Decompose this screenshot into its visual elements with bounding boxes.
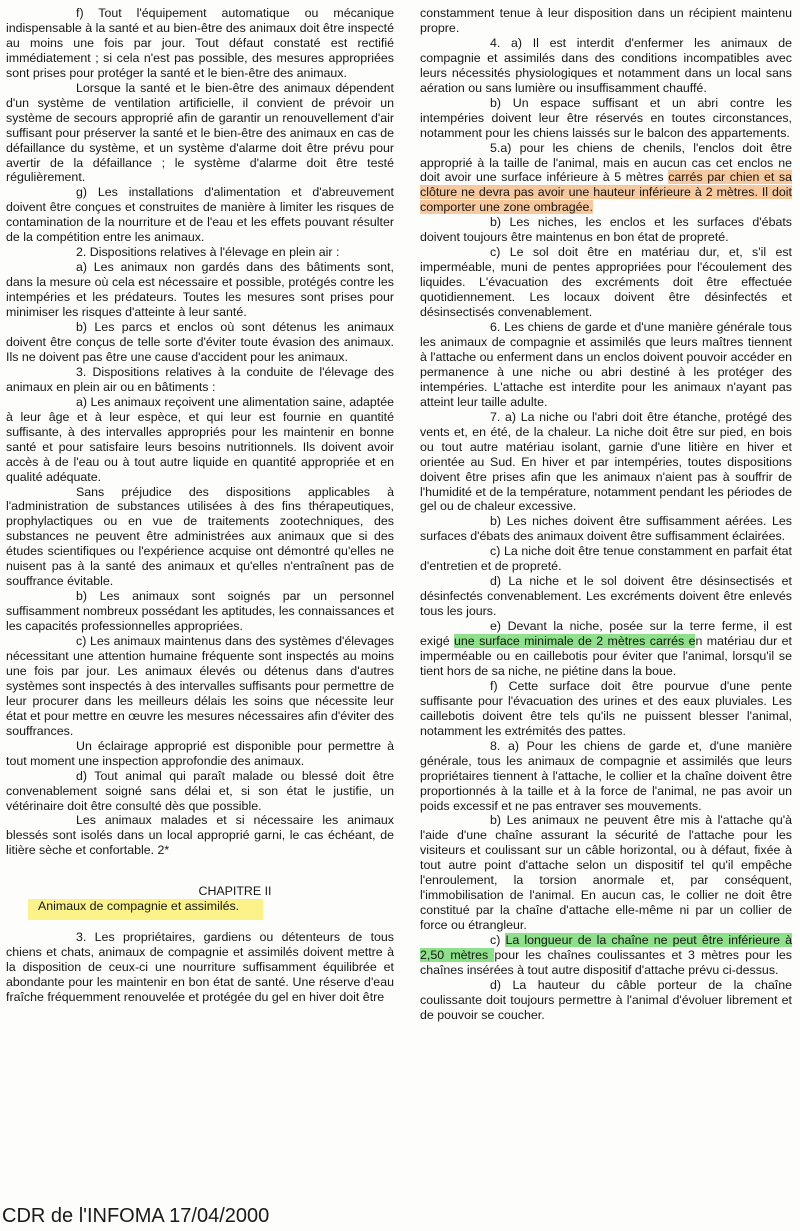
- text: n matériau dur et imperméable ou en caillebotis pour éviter que l'animal, lorsqu'il se tient hors de sa niche, ne piétine dans la boue.: [420, 634, 792, 678]
- paragraph: a) Les animaux reçoivent une alimentation saine, adaptée à leur âge et à leur espèce, et qui leur est fournie en quantité suffisante, à des intervalles appropriés pour les maintenir en bonne santé et pour satisfaire leurs besoins nutritionnels. Ils doivent avoir accès à de l'eau ou à tout autre liquide en quantité appropriée et en qualité adéquate.: [6, 394, 394, 484]
- left-column: [6, 6, 394, 1005]
- text: c): [490, 933, 506, 948]
- paragraph: a) Les animaux non gardés dans des bâtiments sont, dans la mesure où cela est nécessaire et possible, protégés contre les intempéries et les prédateurs. Toutes les mesures sont prises pour minimiser les risques d'atteinte à leur santé.: [6, 260, 394, 320]
- paragraph: Sans préjudice des dispositions applicables à l'administration de substances utilisées à des fins thérapeutiques, prophylactiques ou en vue de traitements zootechniques, des substances ne peuvent être administrées aux animaux que si des études scientifiques ou l'expérience acquise ont démontré qu'elles ne nuisent pas à la santé des animaux et qu'elles n'entraînent pas de souffrance évitable.: [6, 484, 394, 589]
- text: e) Devant la niche, posée sur la terre ferme, il est exigé: [420, 619, 792, 649]
- paragraph: c) Les animaux maintenus dans des systèmes d'élevages nécessitant une attention humaine fréquente sont inspectés au moins une fois par jour. Les animaux élevés ou détenus dans d'autres systèmes sont inspectés à des intervalles suffisants pour permettre de leur procurer dans les meilleurs délais les soins que nécessite leur état et pour mettre en œuvre les mesures nécessaires afin d'éviter des souffrances.: [6, 634, 394, 738]
- highlighted-text: carrés par chien et sa clôture ne devra pas avoir une hauteur inférieure à 2 mètres. Il doit comporter une zone ombragée.: [420, 170, 792, 215]
- highlighted-text: La longueur de la chaîne ne peut être inférieure à 2,50 mètres: [420, 933, 792, 963]
- paragraph: 6. Les chiens de garde et d'une manière générale tous les animaux de compagnie et assimilés que leurs maîtres tiennent à l'attache ou enferment dans un enclos doivent pouvoir accéder en permanence à une niche ou abri destiné à les protéger des intempéries. L'attache est interdite pour les animaux n'ayant pas atteint leur taille adulte.: [420, 320, 792, 409]
- paragraph-chain-length: [420, 933, 792, 978]
- paragraph: 3. Les propriétaires, gardiens ou détenteurs de tous chiens et chats, animaux de compagnie et assimilés doivent mettre à la disposition de ceux-ci une nourriture suffisamment équilibrée et abondante pour les maintenir en bon état de santé. Une réserve d'eau fraîche fréquemment renouvelée et protégée du gel en hiver doit être: [6, 930, 394, 1005]
- paragraph: b) Les niches, les enclos et les surfaces d'ébats doivent toujours être maintenus en bon état de propreté.: [420, 215, 792, 245]
- paragraph: 3. Dispositions relatives à la conduite de l'élevage des animaux en plein air ou en bâtiments :: [6, 364, 394, 394]
- footer-source: CDR de l'INFOMA 17/04/2000: [2, 1205, 270, 1227]
- text: pour les chaînes coulissantes et 3 mètres pour les chaînes insérées à tout autre dispositif d'attache prévu ci-dessus.: [420, 948, 792, 977]
- paragraph: d) Tout animal qui paraît malade ou blessé doit être convenablement soigné sans délai et, si son état le justifie, un vétérinaire doit être consulté dès que possible.: [6, 768, 394, 813]
- chapter-heading: [6, 884, 394, 920]
- chapter-title: Animaux de compagnie et assimilés.: [28, 899, 263, 920]
- paragraph: c) La niche doit être tenue constamment en parfait état d'entretien et de propreté.: [420, 544, 792, 574]
- chapter-number: CHAPITRE II: [198, 884, 272, 899]
- paragraph: c) Le sol doit être en matériau dur, et, s'il est imperméable, muni de pentes appropriées pour l'écoulement des liquides. L'évacuation des excréments doit être effectuée quotidiennement. Les locaux doivent être désinfectés et désinsectisés convenablement.: [420, 245, 792, 320]
- paragraph: b) Les animaux ne peuvent être mis à l'attache qu'à l'aide d'une chaîne assurant la sécurité de l'attache pour les visiteurs et coulissant sur un câble horizontal, ou à défaut, fixée à tout autre point d'attache selon un dispositif tel qu'il empêche l'enroulement, la torsion anormale et, par conséquent, l'immobilisation de l'animal. En aucun cas, le collier ne doit être constitué par la chaîne d'attache elle-même ni par un collier de force ou étrangleur.: [420, 813, 792, 933]
- paragraph: Les animaux malades et si nécessaire les animaux blessés sont isolés dans un local approprié garni, le cas échéant, de litière sèche et confortable. 2*: [6, 813, 394, 858]
- paragraph: 4. a) Il est interdit d'enfermer les animaux de compagnie et assimilés dans des conditions incompatibles avec leurs nécessités physiologiques et notamment dans un local sans aération ou sans lumière ou insuffisamment chauffé.: [420, 35, 792, 95]
- paragraph-kennel-enclosure: [420, 141, 792, 216]
- paragraph: f) Cette surface doit être pourvue d'une pente suffisante pour l'évacuation des urines et des eaux pluviales. Les caillebotis doivent être tels qu'ils ne puissent blesser l'animal, notamment les extrémités des pattes.: [420, 678, 792, 738]
- paragraph: d) La niche et le sol doivent être désinsectisés et désinfectés convenablement. Les excréments doivent être enlevés tous les jours.: [420, 574, 792, 619]
- right-column: [420, 6, 792, 1023]
- paragraph: b) Les animaux sont soignés par un personnel suffisamment nombreux possédant les aptitudes, les connaissances et les capacités professionnelles appropriées.: [6, 589, 394, 634]
- paragraph: 2. Dispositions relatives à l'élevage en plein air :: [76, 245, 340, 260]
- paragraph: 7. a) La niche ou l'abri doit être étanche, protégé des vents et, en été, de la chaleur. La niche doit être sur pied, en bois ou tout autre matériau isolant, garnie d'une litière en hiver et orientée au Sud. En hiver et par intempéries, toutes dispositions doivent être prises afin que les animaux n'aient pas à souffrir de l'humidité et de la température, notamment pendant les périodes de gel ou de chaleur excessive.: [420, 409, 792, 514]
- paragraph: d) La hauteur du câble porteur de la chaîne coulissante doit toujours permettre à l'animal d'évoluer librement et de pouvoir se coucher.: [420, 977, 792, 1022]
- paragraph: Un éclairage approprié est disponible pour permettre à tout moment une inspection approfondie des animaux.: [6, 738, 394, 768]
- paragraph: Lorsque la santé et le bien-être des animaux dépendent d'un système de ventilation artificielle, il convient de prévoir un système de secours approprié afin de garantir un renouvellement d'air suffisant pour préserver la santé et le bien-être des animaux en cas de défaillance du système, et un système d'alarme doit être prévu pour avertir de la défaillance ; le système d'alarme doit être testé régulièrement.: [6, 80, 394, 185]
- text: 5.a) pour les chiens de chenils, l'enclos doit être approprié à la taille de l'animal, mais en aucun cas cet enclos ne doit avoir une surface inférieure à 5 mètres: [420, 140, 792, 185]
- paragraph: b) Un espace suffisant et un abri contre les intempéries doivent leur être réservés en toutes circonstances, notamment pour les chiens laissés sur le balcon des appartements.: [420, 95, 792, 140]
- highlighted-text: une surface minimale de 2 mètres carrés e: [454, 634, 696, 649]
- paragraph: 8. a) Pour les chiens de garde et, d'une manière générale, tous les animaux de compagnie et assimilés que leurs propriétaires tiennent à l'attache, le collier et la chaîne doivent être proportionnés à la taille et à la force de l'animal, ne pas avoir un poids excessif et ne pas entraver ses mouvements.: [420, 738, 792, 813]
- paragraph: b) Les niches doivent être suffisamment aérées. Les surfaces d'ébats des animaux doivent être suffisamment éclairées.: [420, 514, 792, 544]
- paragraph-niche-surface: [420, 619, 792, 679]
- paragraph: constamment tenue à leur disposition dans un récipient maintenu propre.: [420, 6, 792, 35]
- paragraph: b) Les parcs et enclos où sont détenus les animaux doivent être conçus de telle sorte d'éviter toute évasion des animaux. Ils ne doivent pas être une cause d'accident pour les animaux.: [6, 320, 394, 364]
- paragraph: f) Tout l'équipement automatique ou mécanique indispensable à la santé et au bien-être des animaux doit être inspecté au moins une fois par jour. Tout défaut constaté est rectifié immédiatement ; si cela n'est pas possible, des mesures appropriées sont prises pour protéger la santé et le bien-être des animaux.: [6, 6, 394, 80]
- paragraph: g) Les installations d'alimentation et d'abreuvement doivent être conçues et construites de manière à limiter les risques de contamination de la nourriture et de l'eau et les effets pouvant résulter de la compétition entre les animaux.: [6, 185, 394, 245]
